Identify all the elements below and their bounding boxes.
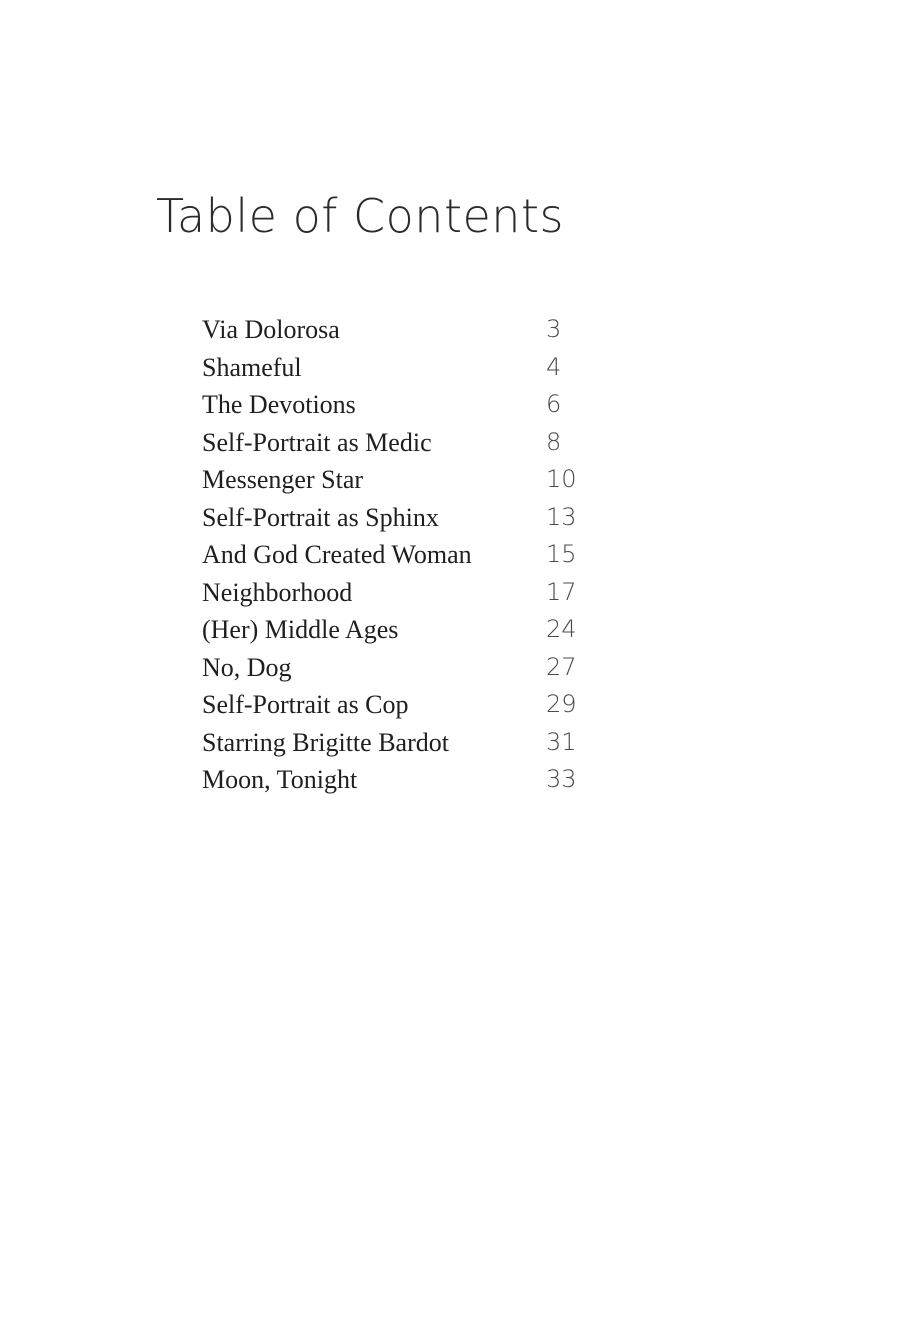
toc-entry <box>202 574 622 612</box>
toc-entry <box>202 461 622 499</box>
toc-entry <box>202 311 622 349</box>
entry-page-number: 27 <box>546 652 577 681</box>
entry-page-number: 10 <box>546 465 577 493</box>
toc-entry <box>202 761 622 799</box>
page-title: Table of Contents <box>156 189 564 243</box>
toc-entry <box>202 386 622 424</box>
entry-title: (Her) Middle Ages <box>202 615 399 644</box>
toc-entry <box>202 611 622 649</box>
entry-page-number: 4 <box>546 352 562 381</box>
toc-entry <box>202 424 622 462</box>
entry-page-number: 15 <box>546 540 577 568</box>
entry-page-number: 8 <box>546 427 562 456</box>
entry-title: Via Dolorosa <box>202 315 340 344</box>
entry-page-number: 33 <box>546 765 577 793</box>
entry-title: Messenger Star <box>202 465 364 494</box>
toc-entry <box>202 686 622 724</box>
entry-title: The Devotions <box>202 390 356 419</box>
toc-entry <box>202 499 622 537</box>
toc-entry <box>202 349 622 387</box>
entry-page-number: 13 <box>546 502 577 531</box>
entry-page-number: 24 <box>546 615 577 643</box>
entry-page-number: 17 <box>546 577 577 606</box>
entry-title: No, Dog <box>202 652 292 682</box>
entry-title: Moon, Tonight <box>202 765 358 794</box>
entry-title: And God Created Woman <box>202 540 472 569</box>
entry-page-number: 31 <box>546 727 577 756</box>
entry-page-number: 3 <box>546 315 562 343</box>
entry-title: Self-Portrait as Medic <box>202 427 432 457</box>
entry-title: Shameful <box>202 352 302 382</box>
entry-title: Starring Brigitte Bardot <box>202 727 449 757</box>
table-of-contents <box>202 311 622 799</box>
toc-entry <box>202 536 622 574</box>
toc-entry <box>202 649 622 687</box>
entry-title: Neighborhood <box>202 577 353 607</box>
toc-entry <box>202 724 622 762</box>
entry-page-number: 6 <box>546 390 562 418</box>
entry-title: Self-Portrait as Cop <box>202 690 409 719</box>
entry-page-number: 29 <box>546 690 577 718</box>
entry-title: Self-Portrait as Sphinx <box>202 502 439 532</box>
